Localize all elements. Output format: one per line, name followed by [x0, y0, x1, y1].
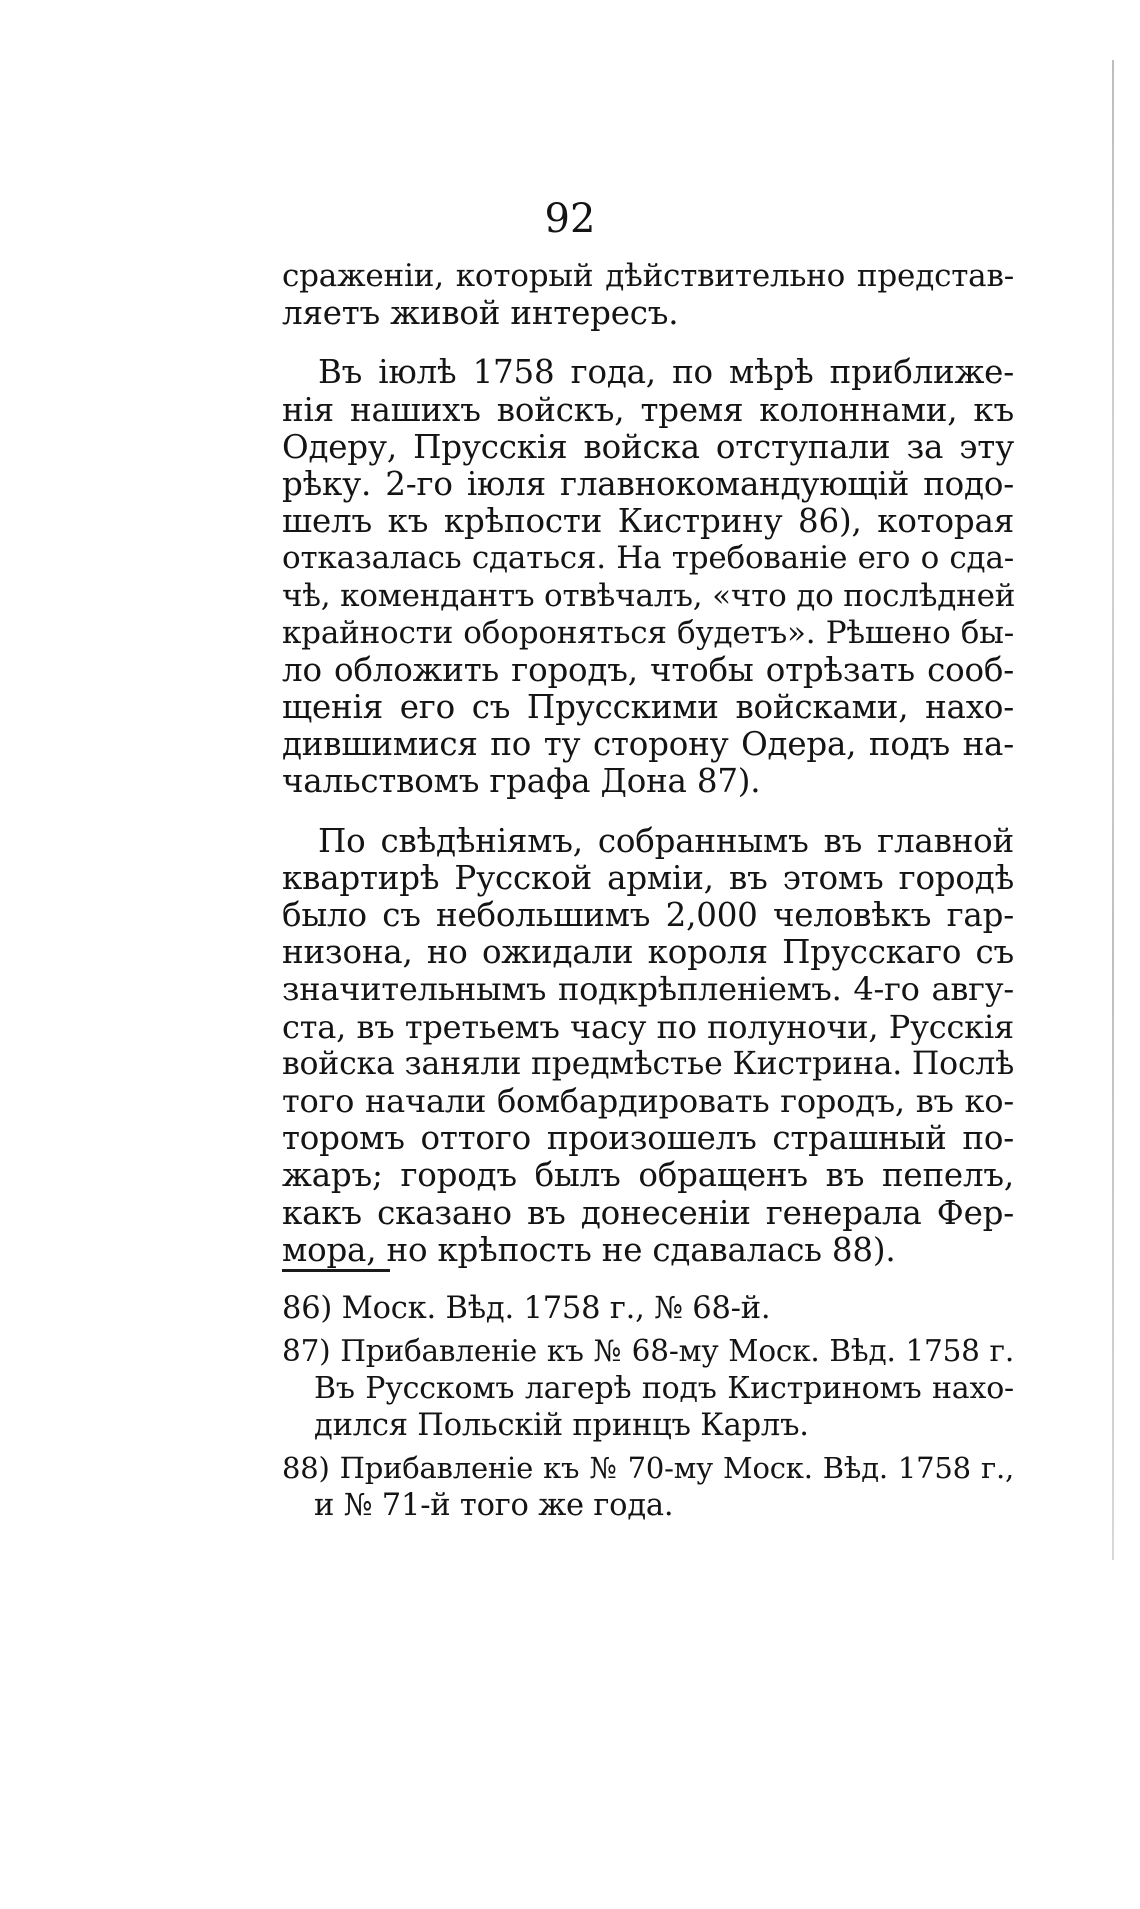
- paragraph-2: [282, 354, 1014, 800]
- text-line: войска заняли предмѣстье Кистрина. Послѣ: [282, 1045, 1014, 1082]
- footnote-line: 87) Прибавленіе къ № 68-му Моск. Вѣд. 1758 г.: [282, 1334, 1014, 1368]
- text-line: значительнымъ подкрѣпленіемъ. 4-го авгу-: [282, 970, 1014, 1009]
- paragraph-1: [282, 258, 1014, 332]
- footnote-separator: [282, 1269, 390, 1272]
- text-line: какъ сказано въ донесеніи генерала Фер-: [282, 1193, 1014, 1232]
- footnote-87: [282, 1333, 1014, 1444]
- text-line: Въ іюлѣ 1758 года, по мѣрѣ приближе-: [318, 353, 1014, 392]
- page-edge: [1112, 60, 1114, 1560]
- footnote-line: и № 71-й того же года.: [314, 1488, 674, 1523]
- text-line: шелъ къ крѣпости Кистрину 86), которая: [282, 502, 1014, 541]
- text-line: щенія его съ Прусскими войсками, нахо-: [282, 688, 1014, 727]
- text-line: сраженіи, который дѣйствительно представ-: [282, 258, 1014, 294]
- text-line: было съ небольшимъ 2,000 человѣкъ гар-: [282, 896, 1014, 934]
- text-line: ло обложить городъ, чтобы отрѣзать сооб-: [282, 650, 1014, 689]
- footnote-line: дился Польскій принцъ Карлъ.: [314, 1408, 809, 1443]
- text-line: рѣку. 2-го іюля главнокомандующій подо-: [282, 464, 1014, 503]
- text-line: дившимися по ту сторону Одера, подъ на-: [282, 725, 1014, 764]
- text-line: низона, но ожидали короля Прусскаго съ: [282, 933, 1014, 972]
- footnote-line: 88) Прибавленіе къ № 70-му Моск. Вѣд. 1758 г.,: [282, 1451, 1014, 1485]
- text-line: чальствомъ графа Дона 87).: [282, 762, 761, 801]
- main-text: [282, 258, 1014, 1269]
- footnotes: [282, 1290, 1014, 1524]
- page-number: 92: [544, 196, 596, 242]
- footnote-line: Въ Русскомъ лагерѣ подъ Кистриномъ нахо-: [314, 1371, 1014, 1406]
- text-line: квартирѣ Русской арміи, въ этомъ городѣ: [282, 858, 1014, 897]
- text-line: крайности обороняться будетъ». Рѣшено бы-: [282, 614, 1014, 651]
- text-line: торомъ оттого произошелъ страшный по-: [282, 1119, 1014, 1158]
- text-line: чѣ, комендантъ отвѣчалъ, «что до послѣдней: [282, 577, 1016, 614]
- text-line: ста, въ третьемъ часу по полуночи, Русскія: [282, 1007, 1014, 1046]
- footnote-88: [282, 1450, 1014, 1524]
- text-line: отказалась сдаться. На требованіе его о сда-: [282, 540, 1014, 577]
- footnote-line: 86) Моск. Вѣд. 1758 г., № 68-й.: [282, 1291, 771, 1326]
- text-line: Одеру, Прусскія войска отступали за эту: [282, 427, 1014, 466]
- text-line: жаръ; городъ былъ обращенъ въ пепелъ,: [282, 1156, 1014, 1195]
- text-line: мора, но крѣпость не сдавалась 88).: [282, 1230, 896, 1269]
- text-line: того начали бомбардировать городъ, въ ко-: [282, 1081, 1014, 1120]
- footnote-86: [282, 1290, 1014, 1327]
- paragraph-3: [282, 823, 1014, 1269]
- text-line: нія нашихъ войскъ, тремя колоннами, къ: [282, 390, 1014, 429]
- text-line: ляетъ живой интересъ.: [282, 294, 679, 333]
- text-line: По свѣдѣніямъ, собраннымъ въ главной: [318, 821, 1014, 860]
